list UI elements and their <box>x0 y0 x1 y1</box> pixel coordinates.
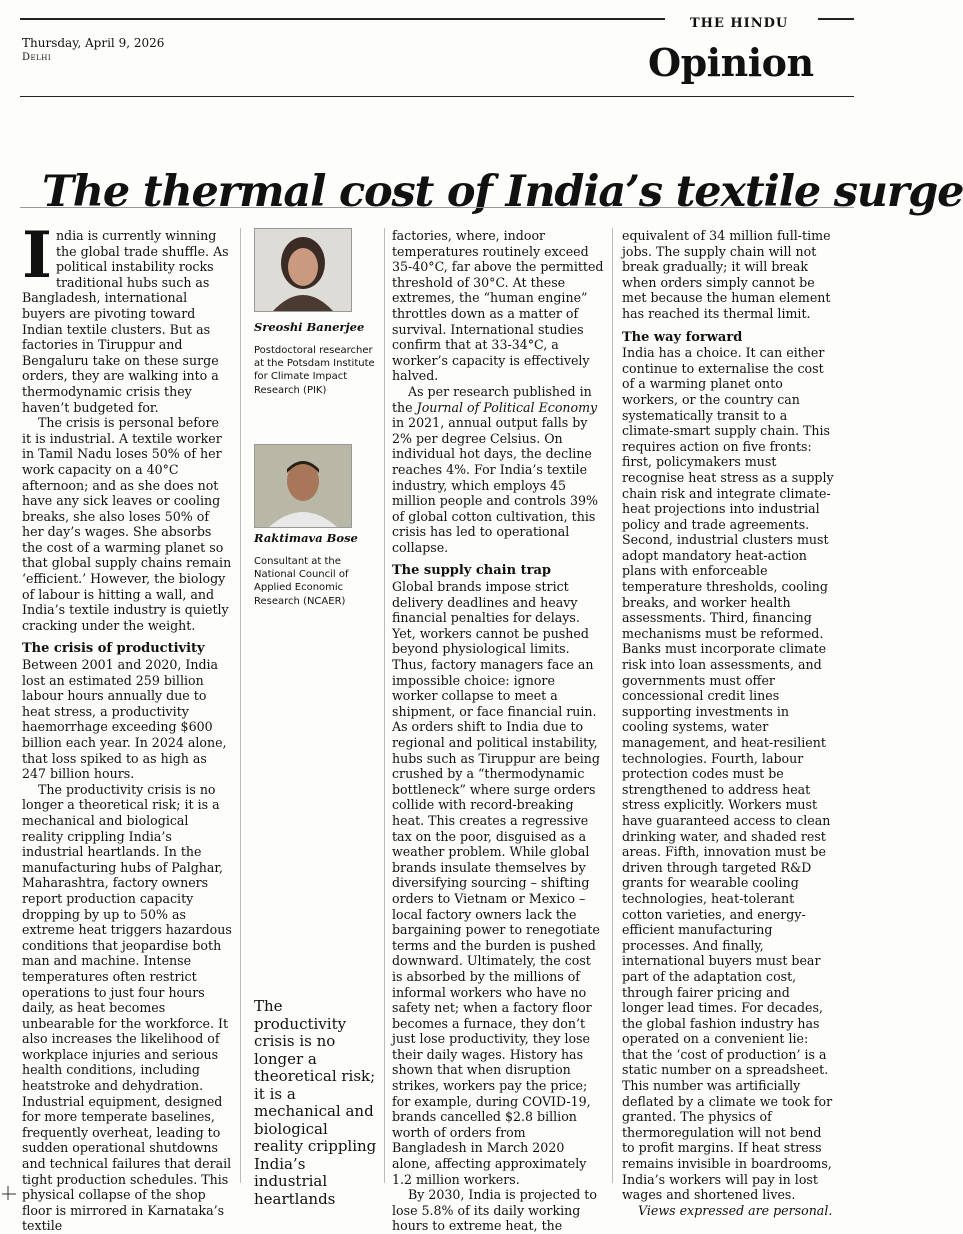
paragraph: The productivity crisis is no longer a theoretical risk; it is a mechanical and biological reality crippling India’s industrial heartlands. In the manufacturing hubs of Palghar, Maharashtra, factory owners report production capacity dropping by up to 50% as extreme heat triggers hazardous conditions that jeopardise both man and machine. Intense temperatures often restrict operations to just four hours daily, as heat becomes unbearable for the workforce. It also increases the likelihood of workplace injuries and serious health conditions, including heatstroke and dehydration. Industrial equipment, designed for more temperate baselines, frequently overheat, leading to sudden operational shutdowns and technical failures that derail tight production schedules. This physical collapse of the shop floor is mirrored in Karnataka’s textile <box>22 781 232 1234</box>
author-name-1: Sreoshi Banerjee <box>254 320 365 334</box>
article-column-3 <box>392 228 604 1234</box>
column-divider <box>612 228 613 1183</box>
author-affiliation-2: Consultant at the National Council of Applied Economic Research (NCAER) <box>254 556 349 607</box>
crop-mark-icon <box>0 1184 16 1200</box>
masthead-rule-right <box>818 18 854 20</box>
journal-title: Journal of Political Economy <box>416 399 598 415</box>
paragraph <box>392 384 604 556</box>
author-name-2: Raktimava Bose <box>254 531 358 545</box>
section-title: Opinion <box>648 40 814 85</box>
author-affiliation-1: Postdoctoral researcher at the Potsdam Institute for Climate Impact Research (PIK) <box>254 345 375 396</box>
author-portrait-icon <box>255 229 351 311</box>
paragraph: India has a choice. It can either continue to externalise the cost of a warming planet onto workers, or the country can systematically transit to a climate-smart supply chain. This requires action on five fronts: first, policymakers must recognise heat stress as a supply chain risk and integrate climate-heat projections into industrial policy and trade agreements. Second, industrial clusters must adopt mandatory heat-action plans with enforceable temperature thresholds, cooling breaks, and worker health assessments. Third, financing mechanisms must be reformed. Banks must incorporate climate risk into loan assessments, and governments must offer concessional credit lines supporting investments in cooling systems, water management, and heat-resilient technologies. Fourth, labour protection codes must be strengthened to address heat stress explicitly. Workers must have guaranteed access to clean drinking water, and shaded rest areas. Fifth, innovation must be driven through targeted R&D grants for wearable cooling technologies, heat-tolerant cotton varieties, and energy-efficient manufacturing processes. And finally, international buyers must bear part of the adaptation cost, through fairer pricing and longer lead times. For decades, the global fashion industry has operated on a convenient lie: that the ‘cost of production’ is a static number on a spreadsheet. This number was artificially deflated by a climate we took for granted. The physics of thermoregulation will not bend to profit margins. If heat stress remains invisible in boardrooms, India’s workers will pay in lost wages and shortened lives. <box>622 345 834 1203</box>
pull-quote: The productivity crisis is no longer a theoretical risk; it is a mechanical and biological reality crippling India’s industrial heartlands <box>254 997 377 1208</box>
subheading-supply-chain: The supply chain trap <box>392 563 551 579</box>
lead-text: ndia is currently winning the global trade shuffle. As political instability rocks traditional hubs such as Bangladesh, international buyers are pivoting toward Indian textile clusters. But as factories in Tiruppur and Bengaluru take on these surge orders, they are walking into a thermodynamic crisis they haven’t budgeted for. <box>22 228 229 415</box>
drop-cap: I <box>22 218 52 293</box>
lead-paragraph <box>22 218 232 415</box>
author-portrait-icon <box>255 445 351 527</box>
paragraph: By 2030, India is projected to lose 5.8% of its daily working hours to extreme heat, the <box>392 1187 597 1234</box>
column-divider <box>384 228 385 1183</box>
paragraph: factories, where, indoor temperatures routinely exceed 35-40°C, far above the permitted threshold of 30°C. At these extremes, the “human engine” throttles down as a matter of survival. International studies confirm that at 33-34°C, a worker’s capacity is effectively halved. <box>392 228 604 384</box>
paragraph: Global brands impose strict delivery deadlines and heavy financial penalties for delays. Yet, workers cannot be pushed beyond physiological limits. Thus, factory managers face an impossible choice: ignore worker collapse to meet a shipment, or face financial ruin. As orders shift to India due to regional and political instability, hubs such as Tiruppur are being crushed by a “thermodynamic bottleneck” where surge orders collide with record-breaking heat. This creates a regressive tax on the poor, disguised as a weather problem. While global brands insulate themselves by diversifying sourcing – shifting orders to Vietnam or Mexico – local factory owners lack the bargaining power to renegotiate terms and the burden is pushed downward. Ultimately, the cost is absorbed by the millions of informal workers who have no safety net; when a factory floor becomes a furnace, they don’t just lose productivity, they lose their daily wages. History has shown that when disruption strikes, workers pay the price; for example, during COVID-19, brands cancelled $2.8 billion worth of orders from Bangladesh in March 2020 alone, affecting approximately 1.2 million workers. <box>392 579 600 1187</box>
subheading-productivity: The crisis of productivity <box>22 641 205 657</box>
author-photo-2 <box>254 444 352 528</box>
paragraph: Between 2001 and 2020, India lost an estimated 259 billion labour hours annually due to heat stress, a productivity haemorrhage exceeding $600 billion each year. In 2024 alone, that loss spiked to as high as 247 billion hours. <box>22 657 227 782</box>
masthead-rule <box>20 18 665 20</box>
author-photo-1 <box>254 228 352 312</box>
issue-date: Thursday, April 9, 2026 <box>22 36 165 50</box>
newspaper-name: THE HINDU <box>690 16 789 31</box>
headline-rule <box>20 207 854 208</box>
article-headline: The thermal cost of India’s textile surge <box>42 166 963 217</box>
subheading-way-forward: The way forward <box>622 329 743 345</box>
disclaimer: Views expressed are personal. <box>638 1202 833 1218</box>
paragraph: The crisis is personal before it is industrial. A textile worker in Tamil Nadu loses 50% of her work capacity on a 40°C afternoon; and as she does not have any sick leaves or cooling breaks, she also loses 50% of her day’s wages. She absorbs the cost of a warming planet so that global supply chains remain ‘efficient.’ However, the biology of labour is hitting a wall, and India’s textile industry is quietly cracking under the weight. <box>22 415 232 633</box>
edition-city: Delhi <box>22 52 52 63</box>
section-rule <box>20 96 854 97</box>
paragraph: equivalent of 34 million full-time jobs. The supply chain will not break gradually; it will break when orders simply cannot be met because the human element has reached its thermal limit. <box>622 228 831 321</box>
text-run: in 2021, annual output falls by 2% per degree Celsius. On individual hot days, the decline reaches 4%. For India’s textile industry, which employs 45 million people and controls 39% of global cotton cultivation, this crisis has led to operational collapse. <box>392 415 598 555</box>
column-divider <box>240 228 241 1183</box>
article-column-1 <box>22 218 232 1234</box>
article-column-4 <box>622 228 835 1218</box>
text-run: As per research published in the <box>392 383 592 415</box>
